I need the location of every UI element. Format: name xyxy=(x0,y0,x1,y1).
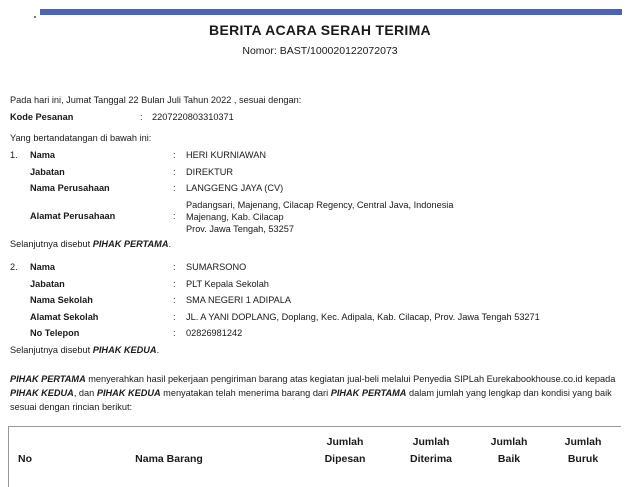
col-header-bad xyxy=(543,434,623,468)
party1-designation-suffix: . xyxy=(168,239,172,249)
order-code-value: 2207220803310371 xyxy=(152,112,234,122)
party1-company-label: Nama Perusahaan xyxy=(30,183,110,193)
col-header-good xyxy=(471,434,547,468)
statement-text-3: menyatakan telah menerima barang dari xyxy=(160,388,331,398)
party2-position-label: Jabatan xyxy=(30,279,65,289)
col-header-ordered-line2: Dipesan xyxy=(324,453,366,465)
party1-position-label: Jabatan xyxy=(30,167,65,177)
col-header-good-line1: Jumlah xyxy=(490,436,528,448)
col-header-bad-line2: Buruk xyxy=(567,453,599,465)
statement-role-1: PIHAK PERTAMA xyxy=(10,374,86,384)
party2-address-value: JL. A YANI DOPLANG, Doplang, Kec. Adipala, Kab. Cilacap, Prov. Jawa Tengah 53271 xyxy=(186,312,540,322)
col-header-item-name xyxy=(69,451,269,468)
col-header-bad-line1: Jumlah xyxy=(564,436,602,448)
statement-text-2: , dan xyxy=(73,388,97,398)
signed-intro: Yang bertandatangan di bawah ini: xyxy=(10,133,152,143)
items-table xyxy=(8,426,621,487)
col-header-no-line2: No xyxy=(18,453,32,465)
statement-role-4: PIHAK PERTAMA xyxy=(330,388,407,398)
statement-text-4: dalam jumlah yang lengkap dan kondisi yang baik sesuai dengan rincian berikut: xyxy=(10,388,612,412)
party1-address-colon: : xyxy=(173,211,176,221)
order-code-colon: : xyxy=(140,112,143,122)
col-header-no xyxy=(9,451,41,468)
party1-designation xyxy=(10,239,171,249)
col-header-ordered-line1: Jumlah xyxy=(326,436,364,448)
scan-speck xyxy=(34,16,36,18)
intro-text: Pada hari ini, Jumat Tanggal 22 Bulan Juli Tahun 2022 , sesuai dengan: xyxy=(10,95,302,105)
col-header-received xyxy=(391,434,471,468)
party2-name-label: Nama xyxy=(30,262,56,272)
statement-text-1: menyerahkan hasil pekerjaan pengiriman barang atas kegiatan jual-beli melalui Penyedia SIPLah Eurekabookhouse.co.id kepada xyxy=(85,374,616,384)
party2-school-colon: : xyxy=(173,295,176,305)
col-header-good-line2: Baik xyxy=(497,453,521,465)
party2-address-label: Alamat Sekolah xyxy=(30,312,99,322)
party2-number: 2. xyxy=(10,262,18,272)
party2-phone-label: No Telepon xyxy=(30,328,80,338)
order-code-label: Kode Pesanan xyxy=(10,112,74,122)
party1-address-line3: Prov. Jawa Tengah, 53257 xyxy=(186,224,294,234)
party2-designation xyxy=(10,345,159,355)
party1-number: 1. xyxy=(10,150,18,160)
party2-school-value: SMA NEGERI 1 ADIPALA xyxy=(186,295,292,305)
party1-role: PIHAK PERTAMA xyxy=(92,239,169,249)
col-header-item-name-line2: Nama Barang xyxy=(135,453,203,465)
party2-designation-suffix: . xyxy=(156,345,160,355)
document-title: BERITA ACARA SERAH TERIMA xyxy=(209,22,431,38)
party1-position-value: DIREKTUR xyxy=(186,167,233,177)
party2-position-value: PLT Kepala Sekolah xyxy=(186,279,269,289)
party2-name-colon: : xyxy=(173,262,176,272)
party2-school-label: Nama Sekolah xyxy=(30,295,93,305)
party2-designation-prefix: Selanjutnya disebut xyxy=(10,345,93,355)
party1-address-line1: Padangsari, Majenang, Cilacap Regency, Central Java, Indonesia xyxy=(186,200,454,210)
party1-address-line2: Majenang, Kab. Cilacap xyxy=(186,212,284,222)
document-number: Nomor: BAST/100020122072073 xyxy=(242,45,398,57)
party1-company-colon: : xyxy=(173,183,176,193)
party1-position-colon: : xyxy=(173,167,176,177)
party2-name-value: SUMARSONO xyxy=(186,262,247,272)
statement-role-3: PIHAK KEDUA xyxy=(96,388,161,398)
party1-name-colon: : xyxy=(173,150,176,160)
party1-address-label: Alamat Perusahaan xyxy=(30,211,116,221)
col-header-received-line1: Jumlah xyxy=(412,436,450,448)
party2-phone-value: 02826981242 xyxy=(186,328,243,338)
party2-position-colon: : xyxy=(173,279,176,289)
col-header-received-line2: Diterima xyxy=(409,453,452,465)
party2-address-colon: : xyxy=(173,312,176,322)
party2-phone-colon: : xyxy=(173,328,176,338)
party1-designation-prefix: Selanjutnya disebut xyxy=(10,239,93,249)
party1-name-label: Nama xyxy=(30,150,56,160)
col-header-ordered xyxy=(305,434,385,468)
party2-role: PIHAK KEDUA xyxy=(92,345,157,355)
party1-company-value: LANGGENG JAYA (CV) xyxy=(186,183,284,193)
handover-statement xyxy=(10,372,625,414)
party1-name-value: HERI KURNIAWAN xyxy=(186,150,266,160)
header-accent-bar xyxy=(40,9,622,15)
statement-role-2: PIHAK KEDUA xyxy=(10,388,74,398)
